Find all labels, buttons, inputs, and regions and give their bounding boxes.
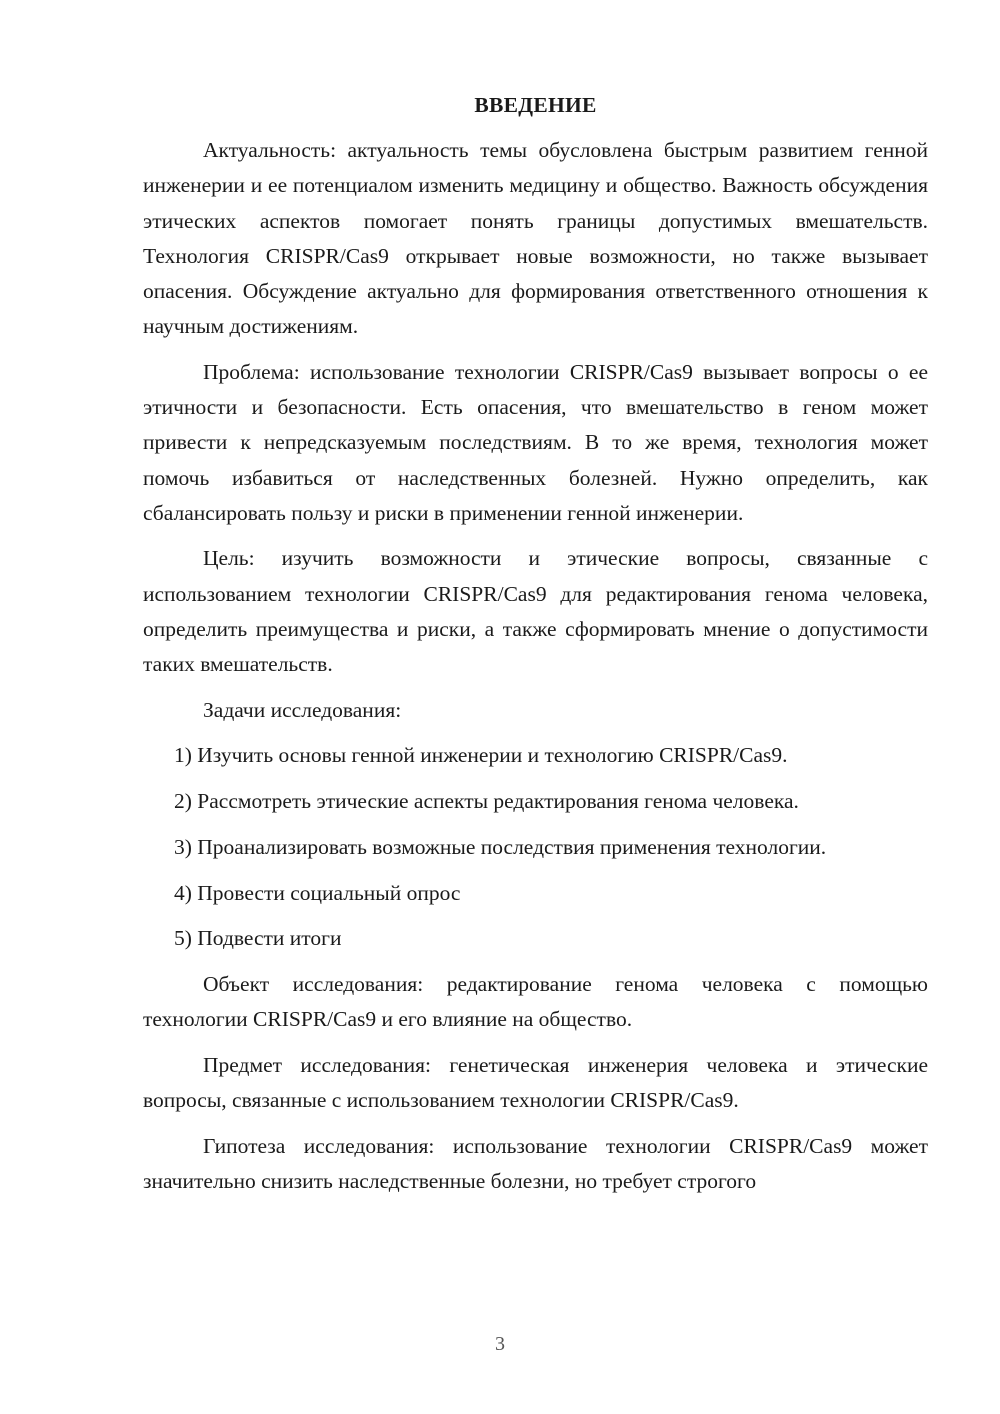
task-item-5: 5) Подвести итоги — [174, 926, 342, 951]
paragraph-relevance: Актуальность: актуальность темы обусловлена быстрым развитием генной инженерии и ее потенциалом изменить медицину и общество. Важность обсуждения этических аспектов помогает понять границы допустимых вмешательств. Технология CRISPR/Cas9 открывает новые возможности, но также вызывает опасения. Обсуждение актуально для формирования ответственного отношения к научным достижениям. — [143, 138, 928, 339]
paragraph-goal: Цель: изучить возможности и этические вопросы, связанные с использованием технологии CRISPR/Cas9 для редактирования генома человека, определить преимущества и риски, а также сформировать мнение о допустимости таких вмешательств. — [143, 546, 928, 677]
tasks-heading: Задачи исследования: — [203, 697, 402, 722]
task-item-1: 1) Изучить основы генной инженерии и технологию CRISPR/Cas9. — [174, 743, 788, 768]
task-item-4: 4) Провести социальный опрос — [174, 880, 461, 905]
paragraph-subject: Предмет исследования: генетическая инженерия человека и этические вопросы, связанные с использованием технологии CRISPR/Cas9. — [143, 1052, 928, 1113]
paragraph-hypothesis: Гипотеза исследования: использование технологии CRISPR/Cas9 может значительно снизить наследственные болезни, но требует строгого — [143, 1133, 928, 1193]
document-page — [143, 88, 928, 1210]
task-item-2: 2) Рассмотреть этические аспекты редактирования генома человека. — [174, 789, 799, 814]
page-number: 3 — [495, 1333, 505, 1355]
section-title: ВВЕДЕНИЕ — [474, 93, 597, 117]
paragraph-problem: Проблема: использование технологии CRISPR/Cas9 вызывает вопросы о ее этичности и безопасности. Есть опасения, что вмешательство в геном может привести к непредсказуемым последствиям. В то же время, технология может помочь избавиться от наследственных болезней. Нужно определить, как сбалансировать пользу и риски в применении генной инженерии. — [143, 359, 928, 525]
task-item-3: 3) Проанализировать возможные последствия применения технологии. — [174, 834, 827, 859]
paragraph-object: Объект исследования: редактирование генома человека с помощью технологии CRISPR/Cas9 и его влияние на общество. — [143, 971, 928, 1032]
